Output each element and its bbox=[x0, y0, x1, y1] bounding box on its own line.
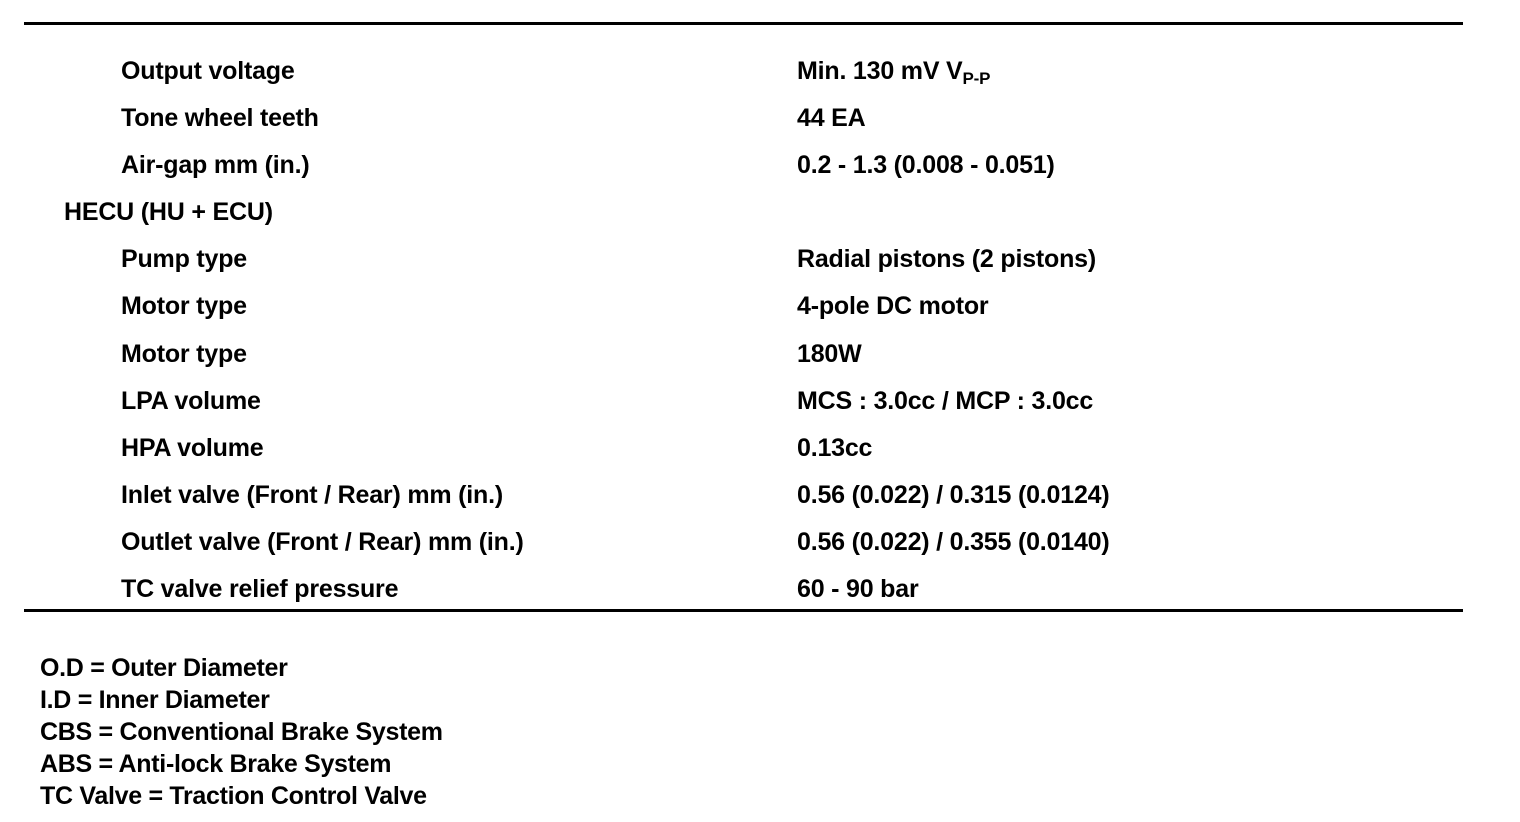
spec-row-tone-wheel-teeth bbox=[0, 95, 1520, 142]
spec-row-inlet-valve bbox=[0, 472, 1520, 519]
spec-value: 60 - 90 bar bbox=[797, 575, 919, 604]
table-top-rule bbox=[24, 22, 1463, 25]
spec-row-output-voltage bbox=[0, 48, 1520, 95]
spec-row-pump-type bbox=[0, 236, 1520, 283]
spec-value: 44 EA bbox=[797, 104, 866, 133]
spec-label: Motor type bbox=[121, 339, 247, 368]
spec-value: 0.56 (0.022) / 0.355 (0.0140) bbox=[797, 527, 1110, 556]
spec-value: Radial pistons (2 pistons) bbox=[797, 245, 1096, 274]
spec-value: 0.2 - 1.3 (0.008 - 0.051) bbox=[797, 151, 1055, 180]
spec-row-motor-power bbox=[0, 331, 1520, 378]
spec-label: Motor type bbox=[121, 292, 247, 321]
spec-label: LPA volume bbox=[121, 386, 261, 415]
spec-group-header-hecu bbox=[0, 189, 1520, 236]
legend-item-abs: ABS = Anti-lock Brake System bbox=[40, 750, 392, 778]
spec-value-main: Min. 130 mV V bbox=[797, 57, 963, 85]
legend-item-tc-valve: TC Valve = Traction Control Valve bbox=[40, 782, 427, 810]
legend-item-od: O.D = Outer Diameter bbox=[40, 654, 288, 682]
legend-item-id: I.D = Inner Diameter bbox=[40, 686, 270, 714]
spec-row-air-gap bbox=[0, 142, 1520, 189]
spec-value: 4-pole DC motor bbox=[797, 292, 989, 321]
spec-group-label: HECU (HU + ECU) bbox=[64, 198, 273, 227]
spec-value bbox=[797, 48, 990, 97]
spec-label: Output voltage bbox=[121, 57, 295, 85]
spec-label: TC valve relief pressure bbox=[121, 575, 399, 604]
spec-label: Pump type bbox=[121, 245, 247, 274]
spec-value: MCS : 3.0cc / MCP : 3.0cc bbox=[797, 386, 1094, 415]
table-bottom-rule bbox=[24, 609, 1463, 612]
abbreviation-legend bbox=[40, 652, 443, 812]
spec-row-hpa-volume bbox=[0, 425, 1520, 472]
spec-row-outlet-valve bbox=[0, 519, 1520, 566]
spec-value: 0.13cc bbox=[797, 433, 873, 462]
spec-label: Outlet valve (Front / Rear) mm (in.) bbox=[121, 527, 524, 556]
spec-value: 180W bbox=[797, 339, 862, 368]
spec-row-lpa-volume bbox=[0, 378, 1520, 425]
legend-item-cbs: CBS = Conventional Brake System bbox=[40, 718, 443, 746]
spec-label: Inlet valve (Front / Rear) mm (in.) bbox=[121, 480, 503, 509]
spec-value-subscript: P-P bbox=[962, 69, 991, 88]
spec-row-motor-type bbox=[0, 283, 1520, 330]
spec-label: Tone wheel teeth bbox=[121, 104, 319, 133]
spec-value: 0.56 (0.022) / 0.315 (0.0124) bbox=[797, 480, 1110, 509]
spec-row-tc-valve-relief-pressure bbox=[0, 566, 1520, 613]
spec-label: HPA volume bbox=[121, 433, 264, 462]
spec-table bbox=[0, 48, 1520, 613]
spec-label: Air-gap mm (in.) bbox=[121, 151, 310, 180]
